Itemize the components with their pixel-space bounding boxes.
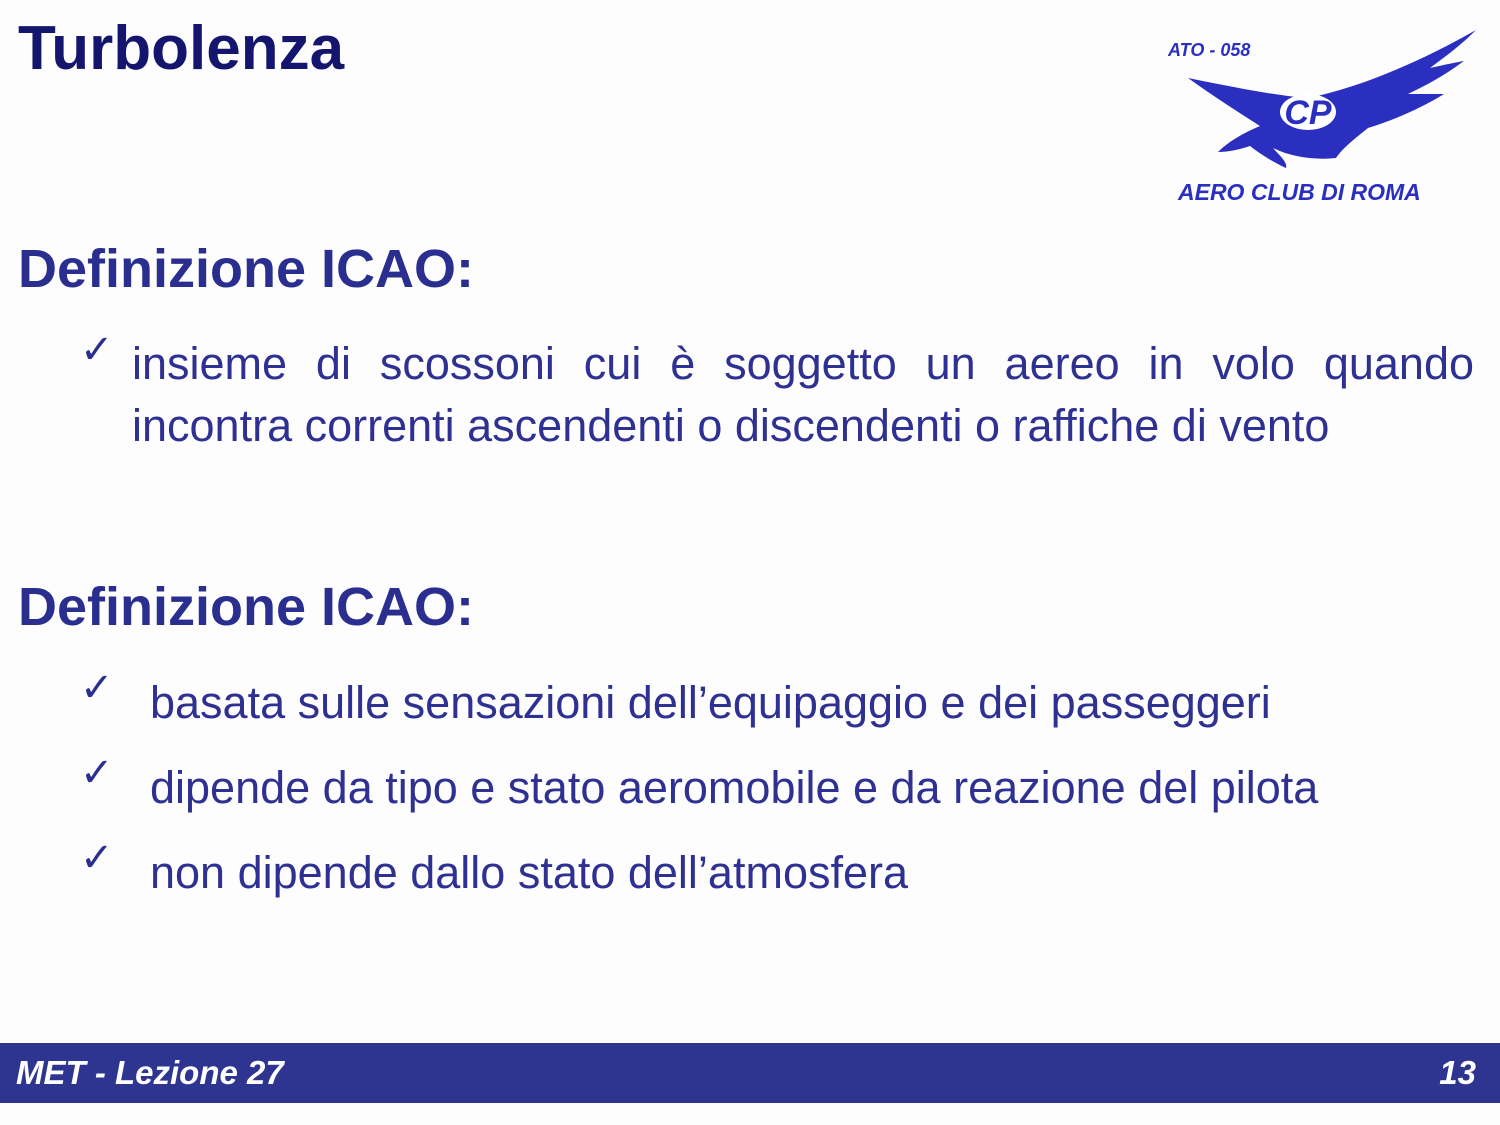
section-heading-2: Definizione ICAO: (18, 577, 474, 637)
eagle-logo-icon (1168, 28, 1480, 208)
checkmark-icon: ✓ (80, 665, 114, 711)
section-heading-1: Definizione ICAO: (18, 239, 474, 299)
bullet-item: non dipende dallo stato dell’atmosfera (150, 847, 909, 898)
checkmark-icon: ✓ (80, 327, 114, 373)
slide-title: Turbolenza (18, 14, 345, 83)
bullet-item: basata sulle sensazioni dell’equipaggio e dei passeggeri (150, 677, 1271, 728)
checkmark-icon: ✓ (80, 835, 114, 881)
bullet-item: insieme di scossoni cui è soggetto un aereo in volo quando incontra correnti ascendenti o discendenti o raffiche di vento (132, 338, 1474, 451)
logo-monogram: CP (1284, 94, 1332, 132)
checkmark-icon: ✓ (80, 750, 114, 796)
logo-bottom-text: AERO CLUB DI ROMA (1178, 179, 1421, 205)
aero-club-logo (1168, 28, 1480, 208)
slide-footer (0, 1043, 1500, 1103)
page-number: 13 (1439, 1054, 1476, 1091)
bullet-item: dipende da tipo e stato aeromobile e da reazione del pilota (150, 762, 1319, 813)
footer-lesson-label: MET - Lezione 27 (16, 1054, 284, 1091)
logo-top-text: ATO - 058 (1168, 40, 1251, 60)
